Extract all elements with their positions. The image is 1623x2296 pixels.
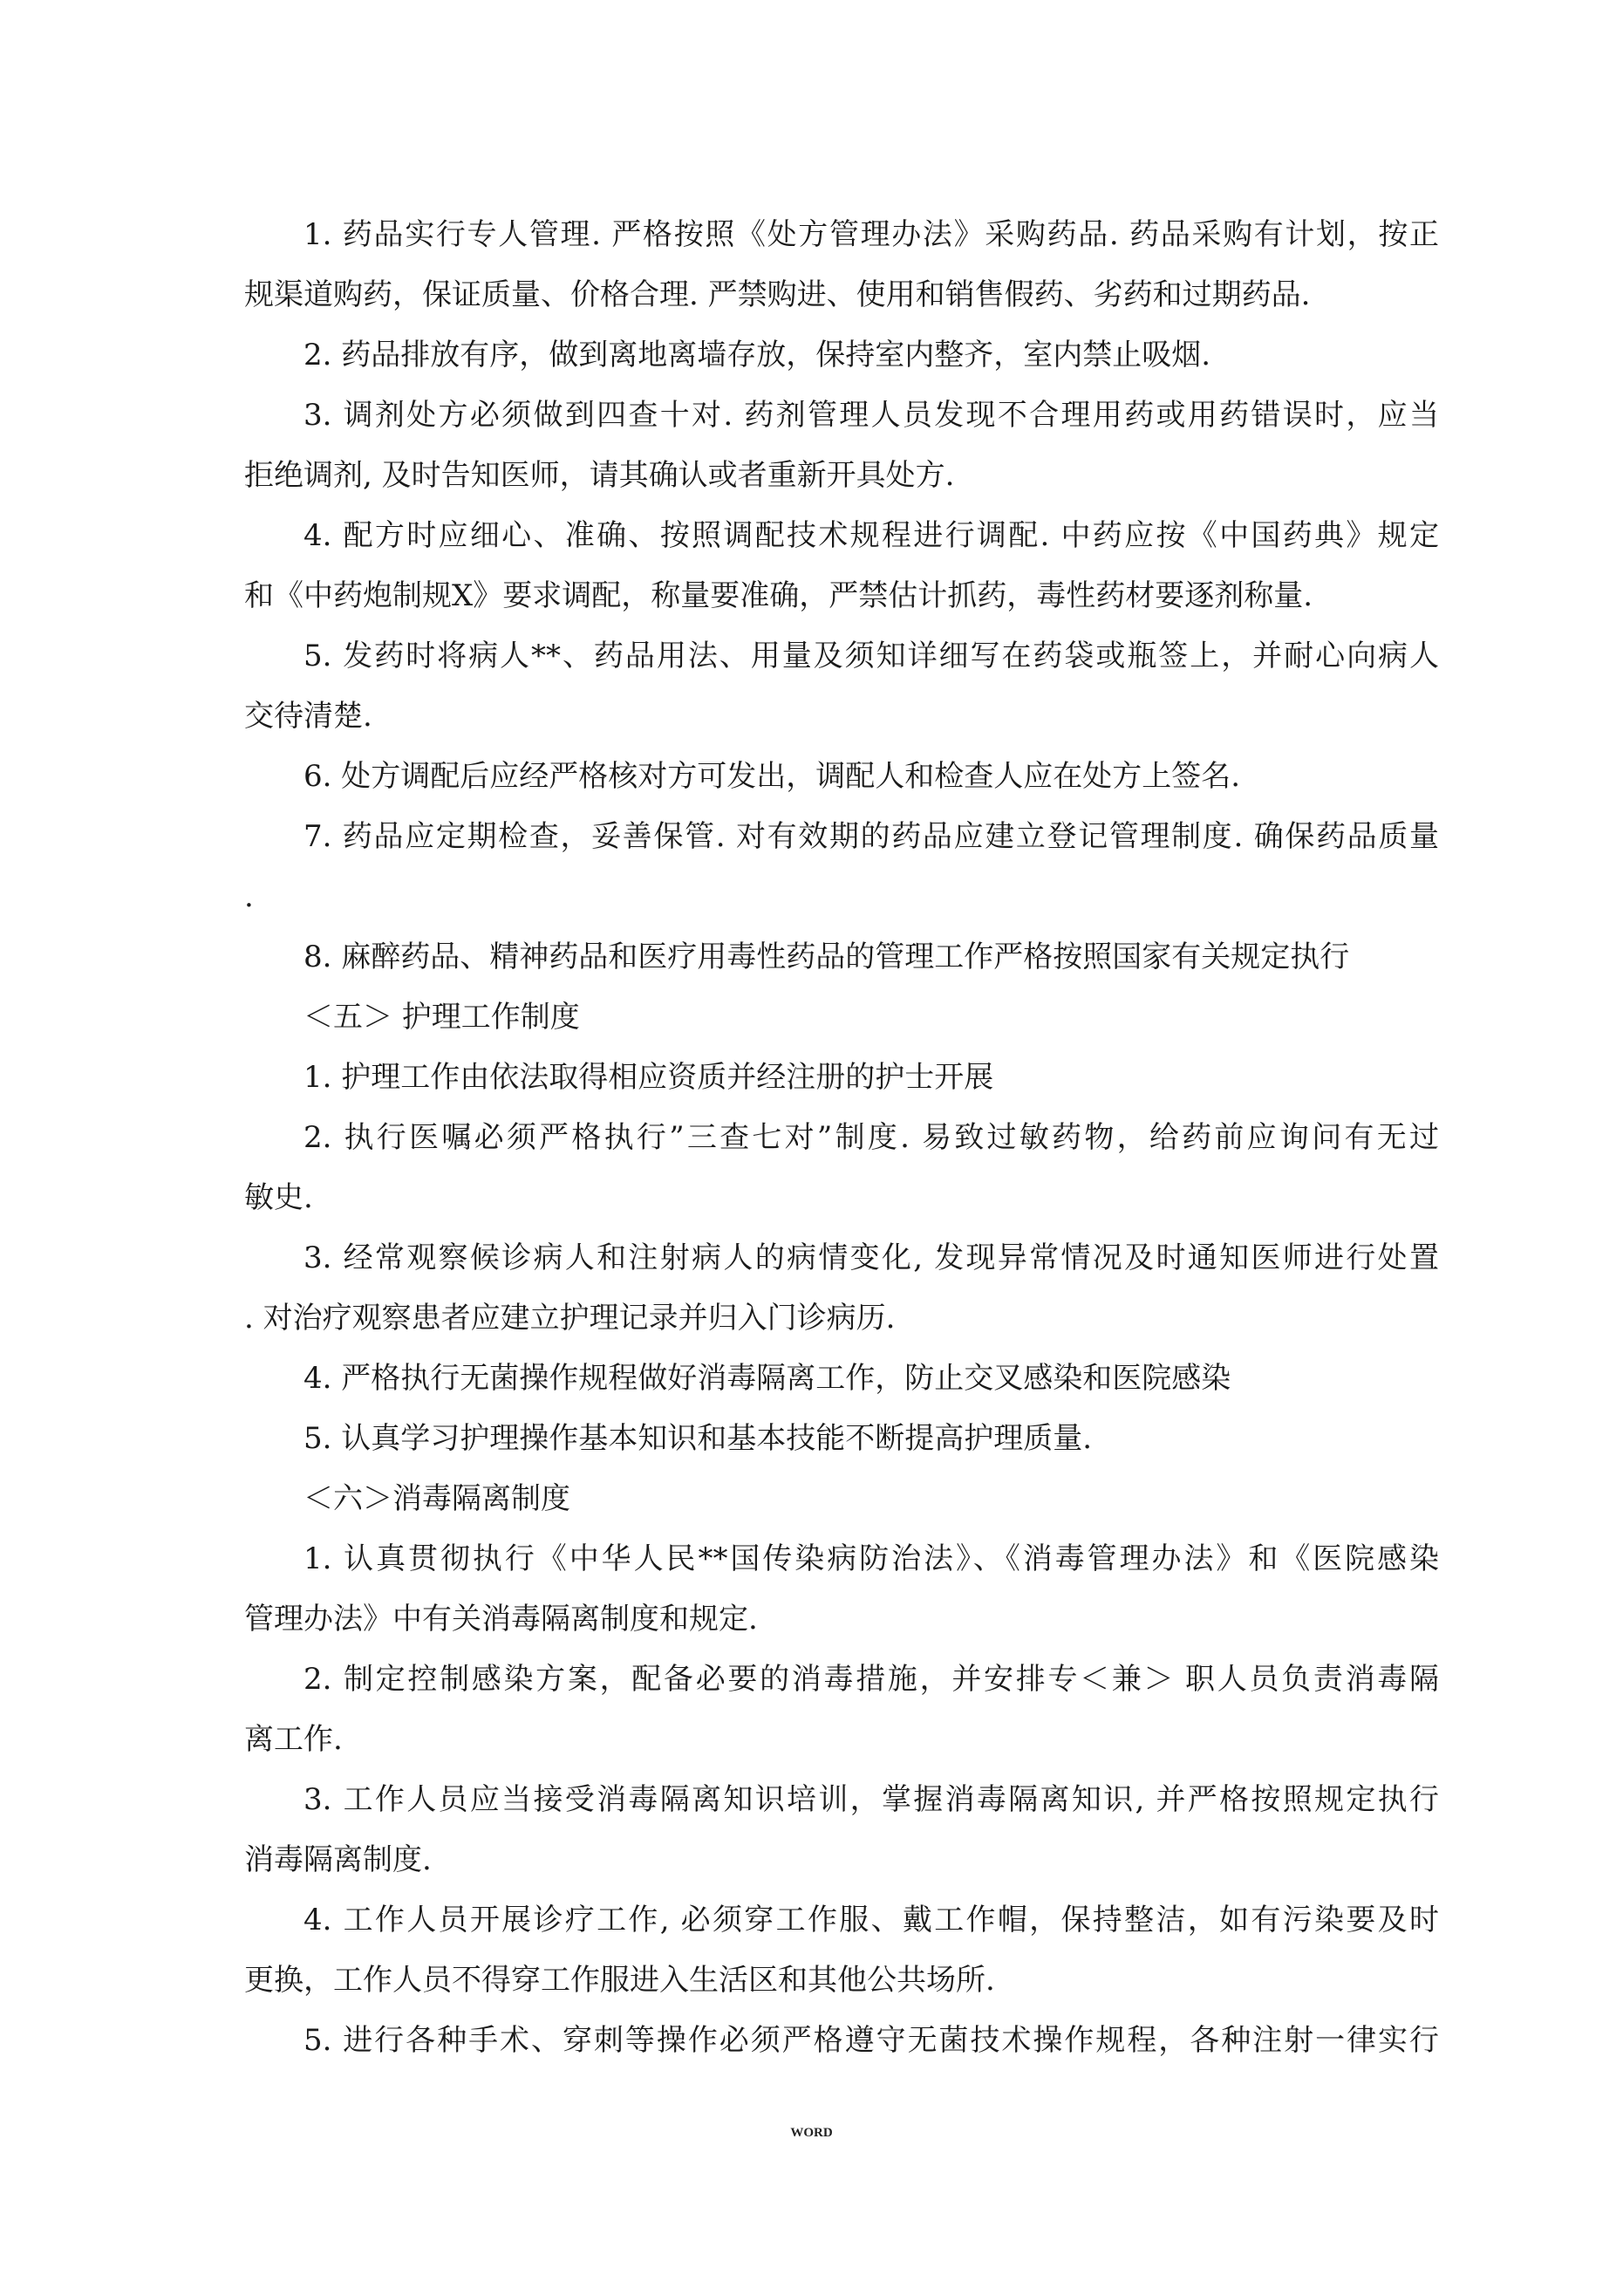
text-line: 1. 认真贯彻执行《中华人民**国传染病防治法》、《消毒管理办法》和《医院感染 [303,1541,1439,1576]
text-line: 8. 麻醉药品、精神药品和医疗用毒性药品的管理工作严格按照国家有关规定执行 [303,940,1350,974]
text-line: 管理办法》中有关消毒隔离制度和规定. [244,1602,758,1637]
text-line: 5. 发药时将病人**、药品用法、用量及须知详细写在药袋或瓶签上，并耐心向病人 [303,639,1439,673]
text-line: . [244,879,254,914]
text-line: 5. 进行各种手术、穿刺等操作必须严格遵守无菌技术操作规程，各种注射一律实行 [303,2023,1439,2058]
text-line: 2. 执行医嘱必须严格执行”三查七对”制度. 易致过敏药物，给药前应询问有无过 [303,1120,1439,1155]
text-line: 2. 药品排放有序，做到离地离墙存放，保持室内整齐，室内禁止吸烟. [303,338,1211,372]
document-body [244,205,1439,2071]
text-line: ＜五＞ 护理工作制度 [303,1000,580,1035]
text-line: 6. 处方调配后应经严格核对方可发出，调配人和检查人应在处方上签名. [303,759,1241,794]
text-line: 1. 药品实行专人管理. 严格按照《处方管理办法》采购药品. 药品采购有计划，按正 [303,217,1439,252]
text-line: 5. 认真学习护理操作基本知识和基本技能不断提高护理质量. [303,1421,1093,1456]
text-line: 和《中药炮制规Ⅹ》要求调配，称量要准确，严禁估计抓药，毒性药材要逐剂称量. [244,578,1313,613]
text-line: 7. 药品应定期检查，妥善保管. 对有效期的药品应建立登记管理制度. 确保药品质量 [303,819,1439,854]
text-line: 4. 严格执行无菌操作规程做好消毒隔离工作，防止交叉感染和医院感染 [303,1361,1231,1396]
text-line: ＜六＞消毒隔离制度 [303,1481,570,1516]
text-line: 1. 护理工作由依法取得相应资质并经注册的护士开展 [303,1060,994,1095]
text-line: 4. 配方时应细心、准确、按照调配技术规程进行调配. 中药应按《中国药典》规定 [303,518,1439,553]
text-line: 拒绝调剂, 及时告知医师，请其确认或者重新开具处方. [244,458,955,493]
text-line: 交待清楚. [244,699,372,734]
text-line: 更换，工作人员不得穿工作服进入生活区和其他公共场所. [244,1963,995,1998]
text-line: 规渠道购药，保证质量、价格合理. 严禁购进、使用和销售假药、劣药和过期药品. [244,277,1311,312]
text-line: . 对治疗观察患者应建立护理记录并归入门诊病历. [244,1301,896,1336]
text-line: 2. 制定控制感染方案，配备必要的消毒措施，并安排专＜兼＞ 职人员负责消毒隔 [303,1662,1439,1697]
text-line: 3. 工作人员应当接受消毒隔离知识培训，掌握消毒隔离知识, 并严格按照规定执行 [303,1782,1439,1817]
page-footer: WORD [790,2126,833,2140]
text-line: 离工作. [244,1722,343,1757]
text-line: 3. 经常观察候诊病人和注射病人的病情变化, 发现异常情况及时通知医师进行处置 [303,1240,1439,1275]
text-line: 3. 调剂处方必须做到四查十对. 药剂管理人员发现不合理用药或用药错误时，应当 [303,398,1439,433]
text-line: 4. 工作人员开展诊疗工作, 必须穿工作服、戴工作帽，保持整洁，如有污染要及时 [303,1903,1439,1937]
text-line: 敏史. [244,1180,313,1215]
text-line: 消毒隔离制度. [244,1842,432,1877]
